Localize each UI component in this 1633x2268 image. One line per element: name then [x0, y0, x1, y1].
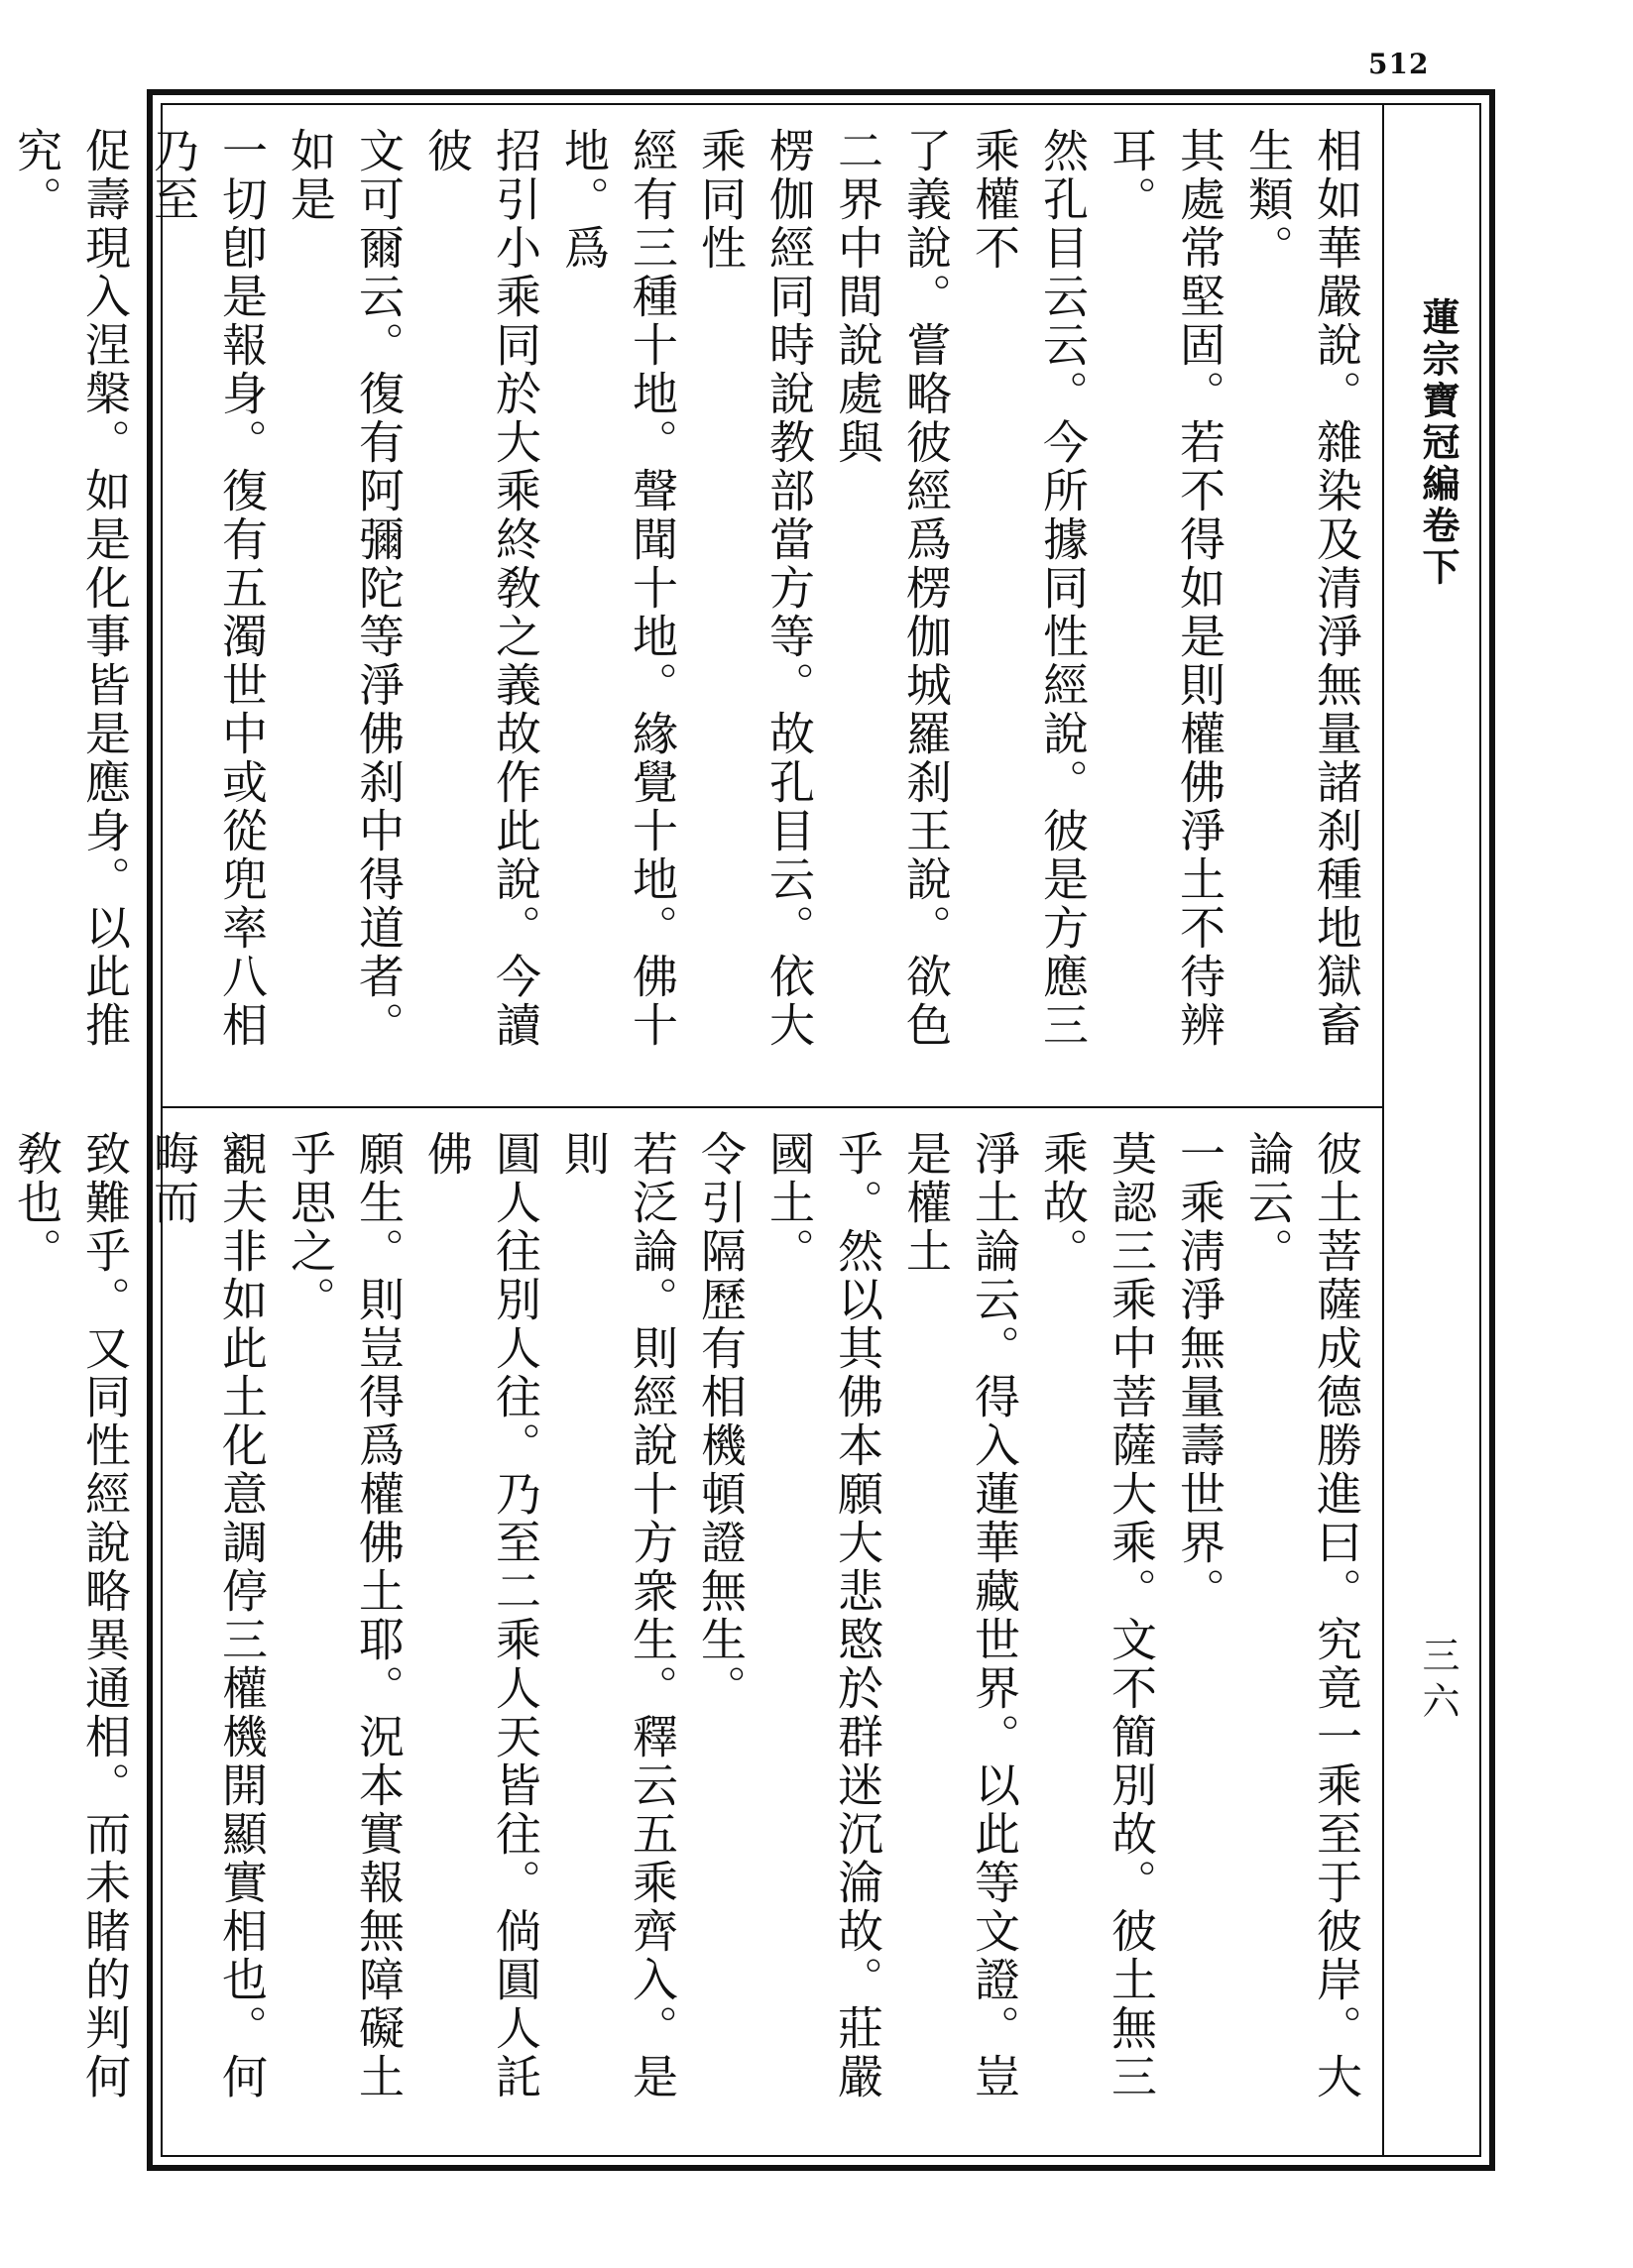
text-column: 了義說。嘗略彼經爲楞伽城羅刹王說。欲色二界中間說處與 — [831, 127, 953, 1050]
text-column: 莫認三乘中菩薩大乘。文不簡別故。彼土無三 — [1105, 1130, 1158, 2101]
text-column — [0, 1130, 2, 2136]
text-column: 令引隔歷有相機頓證無生。 — [694, 1130, 748, 1713]
text-column: 經有三種十地。聲聞十地。緣覺十地。佛十地。爲 — [557, 127, 679, 1050]
upper-text-block — [10, 127, 1370, 1093]
text-column: 乎思之。 — [284, 1130, 337, 1324]
text-column: 文可爾云。復有阿彌陀等淨佛刹中得道者。如是 — [284, 127, 406, 1050]
text-column: 若泛論。則經說十方衆生。釋云五乘齊入。是則 — [557, 1130, 679, 2101]
lower-text-block — [10, 1130, 1370, 2136]
text-column: 楞伽經同時說教部當方等。故孔目云。依大乘同性 — [694, 127, 816, 1050]
text-column: 乎。然以其佛本願大悲愍於群迷沉淪故。莊嚴國土。 — [762, 1130, 884, 2101]
text-column: 其處常堅固。若不得如是則權佛淨土不待辨耳。 — [1105, 127, 1226, 1050]
text-column: 圓人往別人往。乃至二乘人天皆往。倘圓人託佛 — [420, 1130, 542, 2101]
page-number: 512 — [1368, 48, 1430, 80]
text-column: 彼土菩薩成德勝進曰。究竟一乘至于彼岸。大論云。 — [1241, 1130, 1363, 2101]
text-column — [0, 127, 2, 1093]
text-column: 致難乎。又同性經說略異通相。而未睹的判何敎也。 — [10, 1130, 132, 2101]
text-column: 一乘淸淨無量壽世界。 — [1173, 1130, 1226, 1616]
running-title: 蓮宗寶冠編卷下 — [1416, 297, 1460, 589]
half-page-divider — [161, 1106, 1382, 1108]
text-column: 一切卽是報身。復有五濁世中或從兜率八相乃至 — [147, 127, 269, 1050]
text-column: 然孔目云云。今所據同性經說。彼是方應三乘權不 — [968, 127, 1090, 1050]
leaf-number: 三六 — [1416, 1636, 1459, 1727]
text-column: 乘故。 — [1036, 1130, 1090, 1276]
text-column: 招引小乘同於大乘終敎之義故作此說。今讀彼 — [420, 127, 542, 1050]
text-column: 促壽現入涅槃。如是化事皆是應身。以此推究。 — [10, 127, 132, 1050]
text-column: 願生。則豈得爲權佛土耶。況本實報無障礙土 — [352, 1130, 406, 2101]
text-column: 覾夫非如此土化意調停三權機開顯實相也。何晦而 — [147, 1130, 269, 2101]
margin-divider — [1382, 103, 1384, 2157]
text-column: 相如華嚴說。雜染及清淨無量諸刹種地獄畜生類。 — [1241, 127, 1363, 1050]
text-column: 淨土論云。得入蓮華藏世界。以此等文證。豈是權土 — [899, 1130, 1021, 2101]
